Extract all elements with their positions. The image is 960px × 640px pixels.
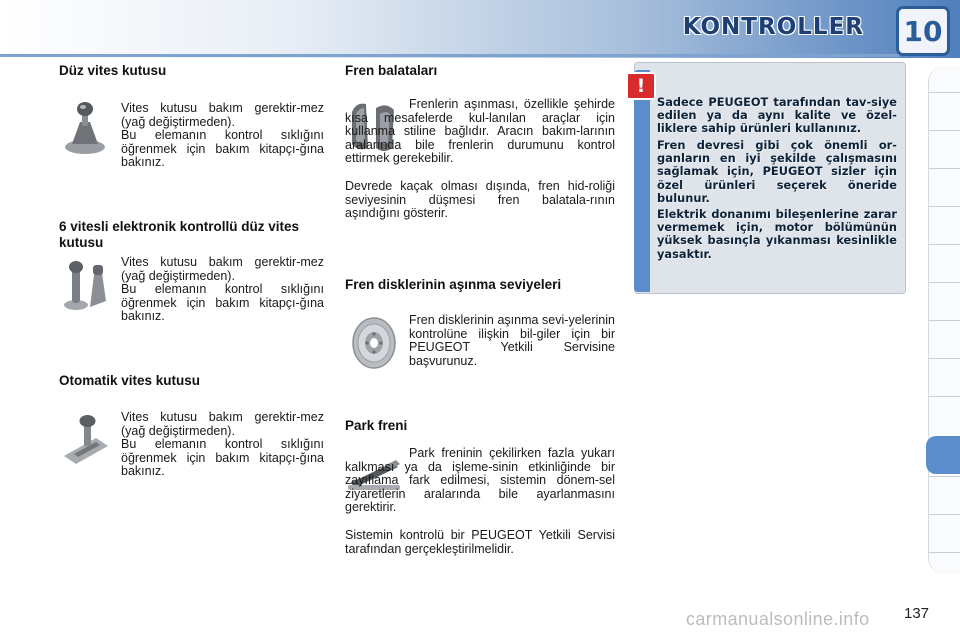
automatic-gearbox-text-2: Bu elemanın kontrol sıklığını öğrenmek için bakım kitapçı-ğına bakınız. — [121, 437, 324, 479]
page-number: 137 — [904, 605, 930, 622]
warning-text-1: Sadece PEUGEOT tarafından tav-siye edilen ya da aynı kalite ve özel-liklere sahip ürünleri kullanınız. — [657, 95, 897, 136]
brake-pads-text-1: Frenlerin aşınması, özellikle şehirde kısa mesafelerde kul-lanılan araçlar için kullanma stiline bağlıdır. Aracın bakım-larının aralarında bile frenlerin durumunu kontrol ettirmek gerekebilir. — [345, 97, 615, 166]
automatic-gear-selector-icon — [60, 412, 112, 468]
chapter-tab-active[interactable] — [926, 436, 960, 474]
section-title-brake-discs: Fren disklerinin aşınma seviyeleri — [345, 277, 562, 292]
header-rule — [0, 54, 900, 57]
watermark: carmanualsonline.info — [686, 609, 870, 629]
warning-box-strip — [634, 70, 650, 292]
electronic-gearbox-text-2: Bu elemanın kontrol sıklığını öğrenmek için bakım kitapçı-ğına bakınız. — [121, 282, 324, 324]
electronic-gear-lever-icon — [60, 257, 112, 313]
section-title-parking-brake: Park freni — [345, 418, 408, 433]
warning-exclamation-icon: ! — [626, 72, 656, 100]
section-title-manual-gearbox: Düz vites kutusu — [59, 63, 167, 78]
brake-pads-text-2: Devrede kaçak olması dışında, fren hid-roliği seviyesinin düşmesi fren balatala-rının aşındığını gösterir. — [345, 179, 615, 221]
manual-gearbox-text-1: Vites kutusu bakım gerektir-mez (yağ değiştirmeden). — [121, 101, 324, 129]
warning-text-2: Fren devresi gibi çok önemli or-ganların en iyi şekilde çalışmasını sağlamak için, PEUGEOT sizler için özel ürünleri seçerek öneride bulunur. — [657, 138, 897, 205]
parking-brake-text-1: Park freninin çekilirken fazla yukarı kalkması ya da işleme-sinin etkinliğinde bir zayıflama fark edilmesi, sistemin dönem-sel ziyaretlerin aralarında bile ayarlanmasını gerektirir. — [345, 446, 615, 515]
section-title-brake-pads: Fren balataları — [345, 63, 438, 78]
automatic-gearbox-text-1: Vites kutusu bakım gerektir-mez (yağ değiştirmeden). — [121, 410, 324, 438]
brake-discs-text-1: Fren disklerinin aşınma sevi-yelerinin kontrolüne ilişkin bil-giler için bir PEUGEOT Yetkili Servisine başvurunuz. — [409, 313, 615, 368]
manual-gearbox-text-2: Bu elemanın kontrol sıklığını öğrenmek için bakım kitapçı-ğına bakınız. — [121, 128, 324, 170]
warning-text-3: Elektrik donanımı bileşenlerine zarar vermemek için, motor bölümünün yüksek basınçla yıkanması kesinlikle yasaktır. — [657, 207, 897, 261]
brake-disc-icon — [350, 316, 398, 370]
section-title-electronic-gearbox: 6 vitesli elektronik kontrollü düz vites kutusu — [59, 219, 300, 250]
chapter-number-badge: 10 — [896, 6, 950, 56]
electronic-gearbox-text-1: Vites kutusu bakım gerektir-mez (yağ değiştirmeden). — [121, 255, 324, 283]
manual-gear-lever-icon — [60, 100, 110, 156]
chapter-tab-bar[interactable] — [928, 66, 960, 574]
parking-brake-text-2: Sistemin kontrolü bir PEUGEOT Yetkili Servisi tarafından gerçekleştirilmelidir. — [345, 528, 615, 556]
section-title-automatic-gearbox: Otomatik vites kutusu — [59, 373, 201, 388]
chapter-title: KONTROLLER — [682, 14, 864, 40]
